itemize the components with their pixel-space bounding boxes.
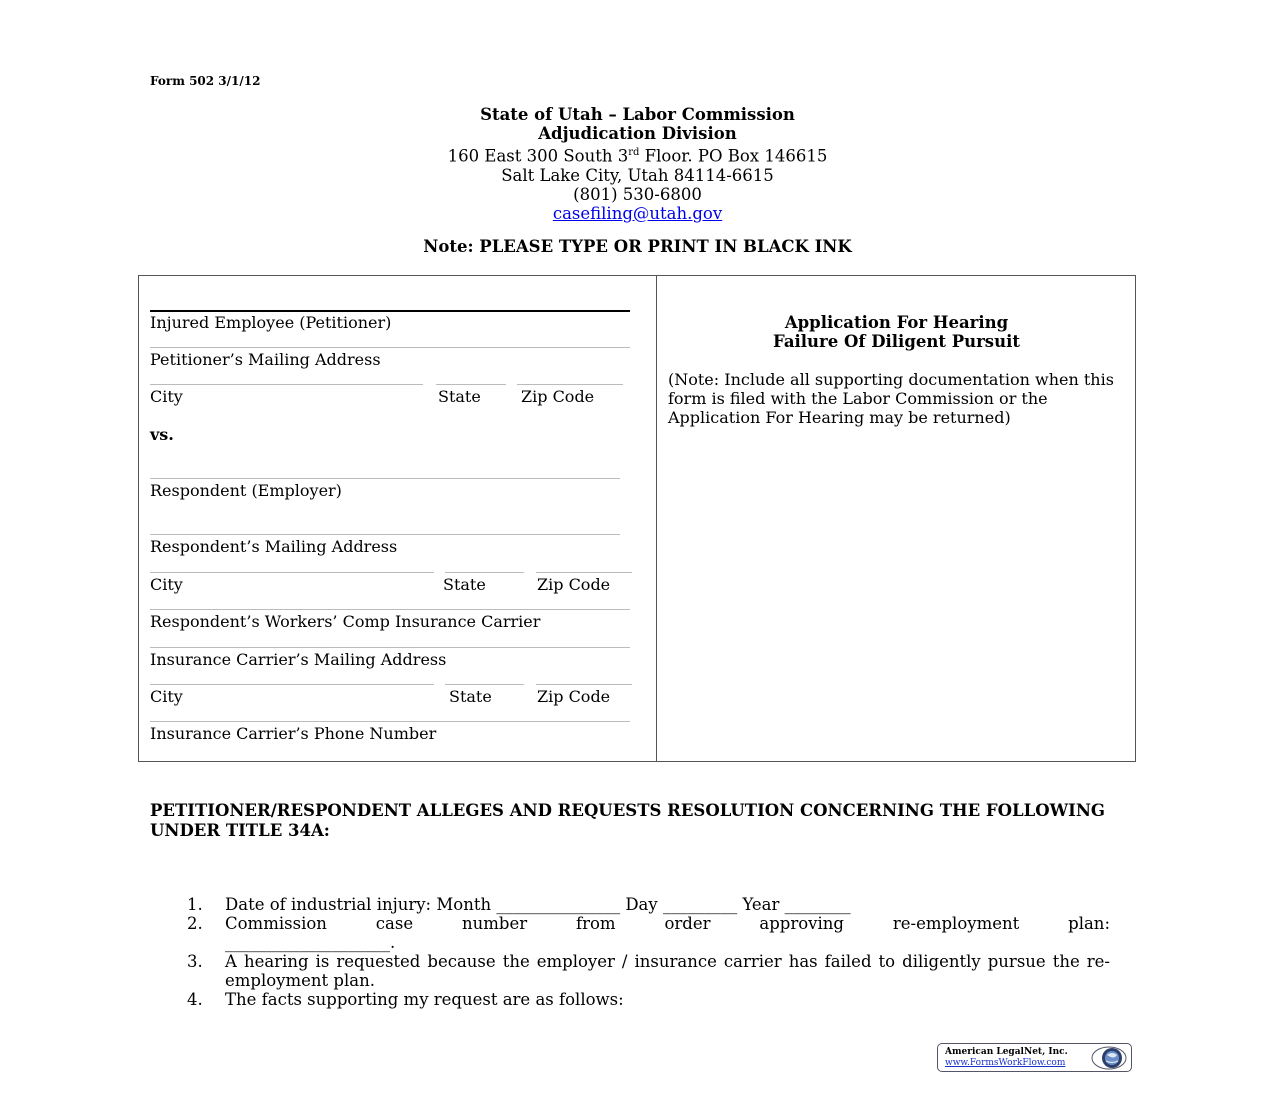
email-link[interactable]: casefiling@utah.gov xyxy=(552,203,723,223)
carrier-label: Respondent’s Workers’ Comp Insurance Carrier xyxy=(150,612,541,631)
address-rest: Floor. PO Box 146615 xyxy=(639,146,828,166)
petitioner-zip-line[interactable] xyxy=(517,384,623,385)
respondent-zip-label: Zip Code xyxy=(537,575,611,594)
petitioner-name-line[interactable] xyxy=(150,310,630,312)
phone-number: (801) 530-6800 xyxy=(573,184,702,204)
item-number: 3. xyxy=(187,952,203,971)
application-title xyxy=(657,313,1136,351)
petitioner-zip-label: Zip Code xyxy=(521,387,595,406)
respondent-zip-line[interactable] xyxy=(536,572,632,573)
badge-company: American LegalNet, Inc. xyxy=(945,1047,1068,1057)
list-item xyxy=(187,990,1110,1009)
carrier-city-line[interactable] xyxy=(150,684,434,685)
item-number: 4. xyxy=(187,990,203,1009)
injured-employee-label: Injured Employee (Petitioner) xyxy=(150,313,392,332)
application-title-line2: Failure Of Diligent Pursuit xyxy=(773,332,1020,351)
carrier-address-line[interactable] xyxy=(150,647,630,648)
list-item xyxy=(187,895,1110,914)
hearing-request-item: A hearing is requested because the employer / insurance carrier has failed to diligently pursue the re-employment plan. xyxy=(225,952,1110,990)
form-number: Form 502 3/1/12 xyxy=(150,74,261,88)
floor-suffix: rd xyxy=(628,147,640,158)
request-list xyxy=(187,895,1110,1009)
address-line: 160 East 300 South 3 xyxy=(447,146,629,166)
list-item xyxy=(187,952,1110,990)
carrier-state-label: State xyxy=(449,687,492,706)
list-item xyxy=(187,914,1110,952)
respondent-city-line[interactable] xyxy=(150,572,434,573)
case-number-blank: ____________________. xyxy=(225,933,396,952)
division-name: Adjudication Division xyxy=(538,124,737,143)
respondent-city-label: City xyxy=(150,575,183,594)
carrier-city-label: City xyxy=(150,687,183,706)
carrier-phone-label: Insurance Carrier’s Phone Number xyxy=(150,724,437,743)
city-line: Salt Lake City, Utah 84114-6615 xyxy=(501,165,774,185)
carrier-address-label: Insurance Carrier’s Mailing Address xyxy=(150,650,447,669)
petitioner-address-line[interactable] xyxy=(150,347,630,348)
versus-label: vs. xyxy=(150,425,174,444)
respondent-state-label: State xyxy=(443,575,486,594)
carrier-name-line[interactable] xyxy=(150,609,630,610)
facts-item: The facts supporting my request are as follows: xyxy=(225,990,624,1009)
globe-icon xyxy=(1090,1045,1128,1075)
respondent-state-line[interactable] xyxy=(445,572,524,573)
case-number-item: Commission case number from order approving re-employment plan: xyxy=(225,914,1110,933)
badge-site-link[interactable]: www.FormsWorkFlow.com xyxy=(945,1058,1066,1068)
petitioner-city-label: City xyxy=(150,387,183,406)
item-number: 1. xyxy=(187,895,203,914)
agency-header xyxy=(0,105,1275,223)
legalnet-badge[interactable] xyxy=(937,1043,1132,1072)
street-address xyxy=(0,143,1275,166)
respondent-address-label: Respondent’s Mailing Address xyxy=(150,537,398,556)
respondent-address-line[interactable] xyxy=(150,534,620,535)
respondent-name-line[interactable] xyxy=(150,478,620,479)
carrier-zip-line[interactable] xyxy=(536,684,632,685)
respondent-label: Respondent (Employer) xyxy=(150,481,342,500)
documentation-note: (Note: Include all supporting documentation when this form is filed with the Labor Commission or the Application For Hearing may be returned) xyxy=(668,370,1114,427)
item-number: 2. xyxy=(187,914,203,933)
petitioner-state-line[interactable] xyxy=(436,384,506,385)
allegations-heading: PETITIONER/RESPONDENT ALLEGES AND REQUESTS RESOLUTION CONCERNING THE FOLLOWING UNDER TITLE 34A: xyxy=(150,801,1105,840)
petitioner-city-line[interactable] xyxy=(150,384,423,385)
carrier-phone-line[interactable] xyxy=(150,721,630,722)
agency-name: State of Utah – Labor Commission xyxy=(480,105,795,124)
carrier-zip-label: Zip Code xyxy=(537,687,611,706)
ink-note: Note: PLEASE TYPE OR PRINT IN BLACK INK xyxy=(423,237,852,256)
injury-date-item: Date of industrial injury: Month _______________ Day _________ Year ________ xyxy=(225,895,851,914)
petitioner-state-label: State xyxy=(438,387,481,406)
application-title-line1: Application For Hearing xyxy=(784,313,1009,332)
petitioner-address-label: Petitioner’s Mailing Address xyxy=(150,350,381,369)
carrier-state-line[interactable] xyxy=(445,684,524,685)
